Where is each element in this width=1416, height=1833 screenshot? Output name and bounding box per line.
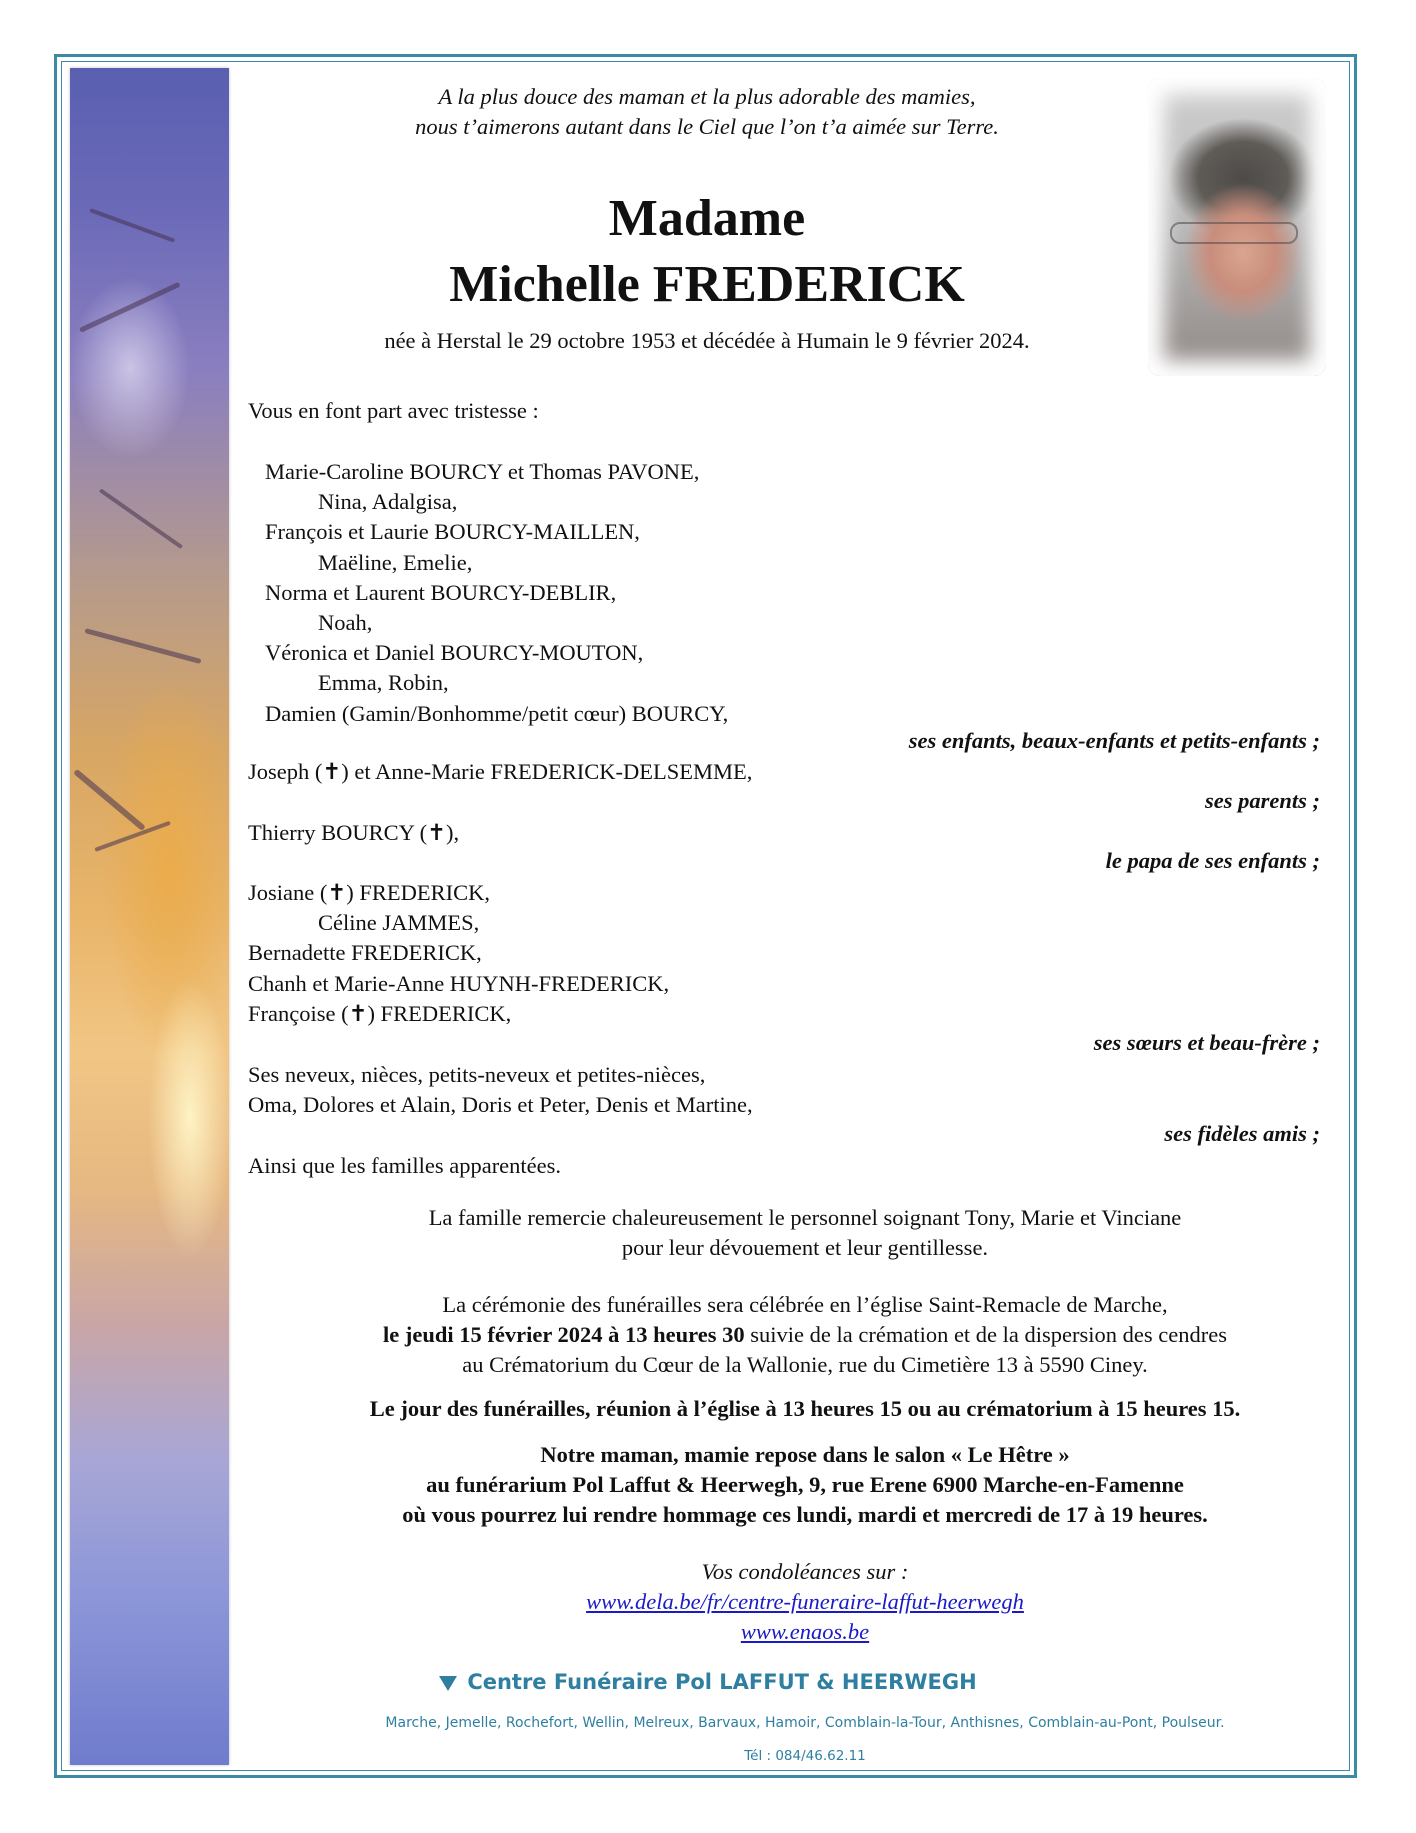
relation-friends: ses fidèles amis ; xyxy=(1164,1121,1320,1146)
condolences-link-dela[interactable]: www.dela.be/fr/centre-funeraire-laffut-heerwegh xyxy=(586,1589,1024,1614)
family-member-line: Noah, xyxy=(318,610,373,635)
family-member-line: Marie-Caroline BOURCY et Thomas PAVONE, xyxy=(265,459,700,484)
friends-line: Oma, Dolores et Alain, Doris et Peter, Denis et Martine, xyxy=(248,1092,753,1117)
funeral-home-label: Centre Funéraire Pol LAFFUT & HEERWEGH xyxy=(467,1670,977,1694)
sibling-line: Bernadette FREDERICK, xyxy=(248,940,482,966)
relation-children: ses enfants, beaux-enfants et petits-enfants ; xyxy=(908,728,1320,753)
honorific: Madame xyxy=(608,190,806,247)
meeting-line: Le jour des funérailles, réunion à l’église à 13 heures 15 ou au crématorium à 15 heures 15. xyxy=(369,1396,1241,1421)
parents-line: Joseph (✝) et Anne-Marie FREDERICK-DELSEMME, xyxy=(248,759,753,784)
dedication xyxy=(240,82,1370,142)
ceremony-date: le jeudi 15 février 2024 à 13 heures 30 xyxy=(383,1322,745,1347)
birth-death-line: née à Herstal le 29 octobre 1953 et décédée à Humain le 9 février 2024. xyxy=(384,328,1030,353)
ceremony-line-2 xyxy=(240,1320,1370,1350)
relation-papa: le papa de ses enfants ; xyxy=(1105,848,1320,873)
thanks-line-1: La famille remercie chaleureusement le personnel soignant Tony, Marie et Vinciane xyxy=(428,1205,1182,1230)
triangle-down-icon xyxy=(439,1676,457,1691)
sibling-line: Françoise (✝) FREDERICK, xyxy=(248,1000,512,1026)
repose-line-3: où vous pourrez lui rendre hommage ces lundi, mardi et mercredi de 17 à 19 heures. xyxy=(402,1502,1208,1527)
winter-landscape-image xyxy=(70,68,229,1765)
dedication-line-2: nous t’aimerons autant dans le Ciel que l’on t’a aimée sur Terre. xyxy=(415,114,999,139)
family-member-line: Norma et Laurent BOURCY-DEBLIR, xyxy=(265,579,617,605)
ceremony-line-2-rest: suivie de la crémation et de la dispersion des cendres xyxy=(744,1322,1227,1347)
nephews-line: Ses neveux, nièces, petits-neveux et petites-nièces, xyxy=(248,1062,706,1087)
repose-paragraph xyxy=(240,1440,1370,1530)
families-line: Ainsi que les familles apparentées. xyxy=(248,1153,562,1178)
thanks-line-2: pour leur dévouement et leur gentillesse. xyxy=(621,1235,989,1260)
condolences-label: Vos condoléances sur : xyxy=(701,1559,909,1584)
funeral-home-towns: Marche, Jemelle, Rochefort, Wellin, Melreux, Barvaux, Hamoir, Comblain-la-Tour, Anthisnes, Comblain-au-Pont, Poulseur. xyxy=(385,1715,1225,1731)
repose-line-2: au funérarium Pol Laffut & Heerwegh, 9, rue Erene 6900 Marche-en-Famenne xyxy=(426,1472,1184,1497)
funeral-home-phone: Tél : 084/46.62.11 xyxy=(744,1748,866,1764)
sibling-line: Josiane (✝) FREDERICK, xyxy=(248,880,490,905)
condolences-link-enaos[interactable]: www.enaos.be xyxy=(740,1619,870,1644)
dedication-line-1: A la plus douce des maman et la plus adorable des mamies, xyxy=(438,84,976,109)
family-member-line: Nina, Adalgisa, xyxy=(318,489,458,515)
sibling-line: Céline JAMMES, xyxy=(318,910,480,936)
condolences xyxy=(240,1557,1370,1647)
thanks-paragraph xyxy=(240,1203,1370,1263)
family-member-line: Véronica et Daniel BOURCY-MOUTON, xyxy=(265,640,644,666)
intro-line: Vous en font part avec tristesse : xyxy=(248,398,539,423)
deceased-name: Michelle FREDERICK xyxy=(449,256,965,313)
family-member-line: François et Laurie BOURCY-MAILLEN, xyxy=(265,519,640,545)
ceremony-line-1: La cérémonie des funérailles sera célébrée en l’église Saint-Remacle de Marche, xyxy=(442,1292,1168,1317)
papa-line: Thierry BOURCY (✝), xyxy=(248,820,460,845)
deceased-title xyxy=(240,186,1370,318)
family-member-line: Maëline, Emelie, xyxy=(318,549,473,575)
funeral-home-name xyxy=(0,1670,1416,1694)
family-member-line: Damien (Gamin/Bonhomme/petit cœur) BOURCY, xyxy=(265,700,729,726)
repose-line-1: Notre maman, mamie repose dans le salon « Le Hêtre » xyxy=(540,1442,1070,1467)
relation-parents: ses parents ; xyxy=(1204,788,1320,813)
ceremony-line-3: au Crématorium du Cœur de la Wallonie, rue du Cimetière 13 à 5590 Ciney. xyxy=(462,1352,1148,1377)
relation-siblings: ses sœurs et beau-frère ; xyxy=(1093,1030,1320,1055)
sibling-line: Chanh et Marie-Anne HUYNH-FREDERICK, xyxy=(248,970,670,996)
family-member-line: Emma, Robin, xyxy=(318,670,449,696)
ceremony-paragraph xyxy=(240,1290,1370,1380)
